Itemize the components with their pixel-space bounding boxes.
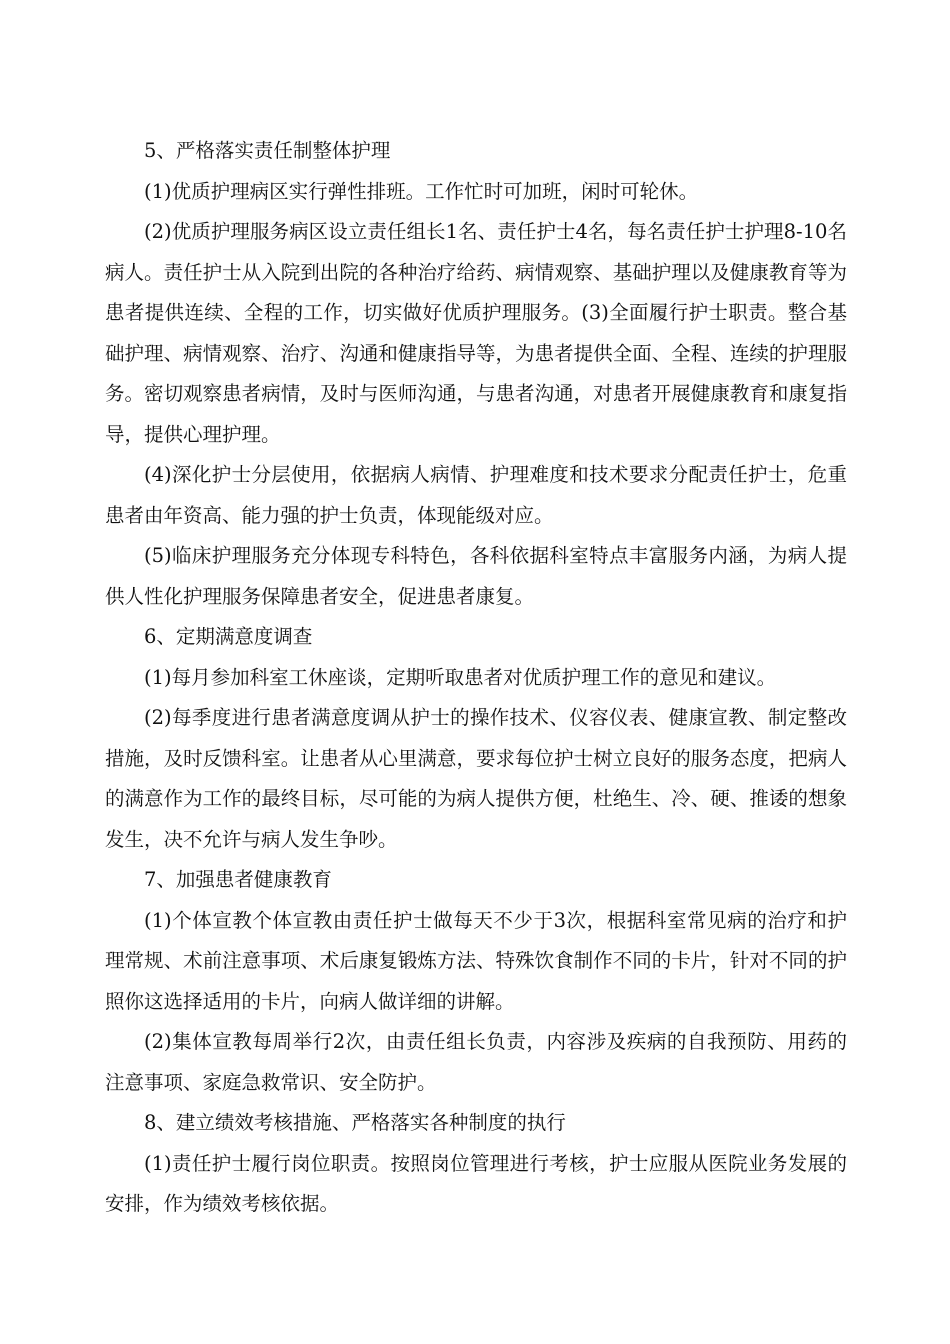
section-heading-6: 6、定期满意度调查: [144, 625, 313, 648]
paragraph: (1)每月参加科室工休座谈，定期听取患者对优质护理工作的意见和建议。: [144, 665, 777, 689]
section-heading-8: 8、建立绩效考核措施、严格落实各种制度的执行: [144, 1111, 566, 1134]
paragraph: (2)优质护理服务病区设立责任组长1名、责任护士4名，每名责任护士护理8-10名病人。责任护士从入院到出院的各种治疗给药、病情观察、基础护理以及健康教育等为患者提供连续、全程的工作，切实做好优质护理服务。(3)全面履行护士职责。整合基础护理、病情观察、治疗、沟通和健康指导等，为患者提供全面、全程、连续的护理服务。密切观察患者病情，及时与医师沟通，与患者沟通，对患者开展健康教育和康复指导，提供心理护理。: [105, 220, 847, 446]
paragraph: (1)个体宣教个体宣教由责任护士做每天不少于3次，根据科室常见病的治疗和护理常规、术前注意事项、术后康复锻炼方法、特殊饮食制作不同的卡片，针对不同的护照你这选择适用的卡片，向病人做详细的讲解。: [105, 908, 847, 1013]
paragraph: (4)深化护士分层使用，依据病人病情、护理难度和技术要求分配责任护士，危重患者由年资高、能力强的护士负责，体现能级对应。: [105, 463, 847, 527]
section-heading-5: 5、严格落实责任制整体护理: [144, 139, 391, 162]
document-body: [105, 131, 847, 1225]
section-heading-7: 7、加强患者健康教育: [144, 868, 332, 891]
paragraph: (5)临床护理服务充分体现专科特色，各科依据科室特点丰富服务内涵，为病人提供人性化护理服务保障患者安全，促进患者康复。: [105, 544, 847, 608]
paragraph: (2)集体宣教每周举行2次，由责任组长负责，内容涉及疾病的自我预防、用药的注意事项、家庭急救常识、安全防护。: [105, 1030, 847, 1094]
paragraph: (2)每季度进行患者满意度调从护士的操作技术、仪容仪表、健康宣教、制定整改措施，及时反馈科室。让患者从心里满意，要求每位护士树立良好的服务态度，把病人的满意作为工作的最终目标，尽可能的为病人提供方便，杜绝生、冷、硬、推诿的想象发生，决不允许与病人发生争吵。: [105, 706, 847, 851]
paragraph: (1)责任护士履行岗位职责。按照岗位管理进行考核，护士应服从医院业务发展的安排，作为绩效考核依据。: [105, 1151, 847, 1215]
paragraph: (1)优质护理病区实行弹性排班。工作忙时可加班，闲时可轮休。: [144, 179, 699, 203]
